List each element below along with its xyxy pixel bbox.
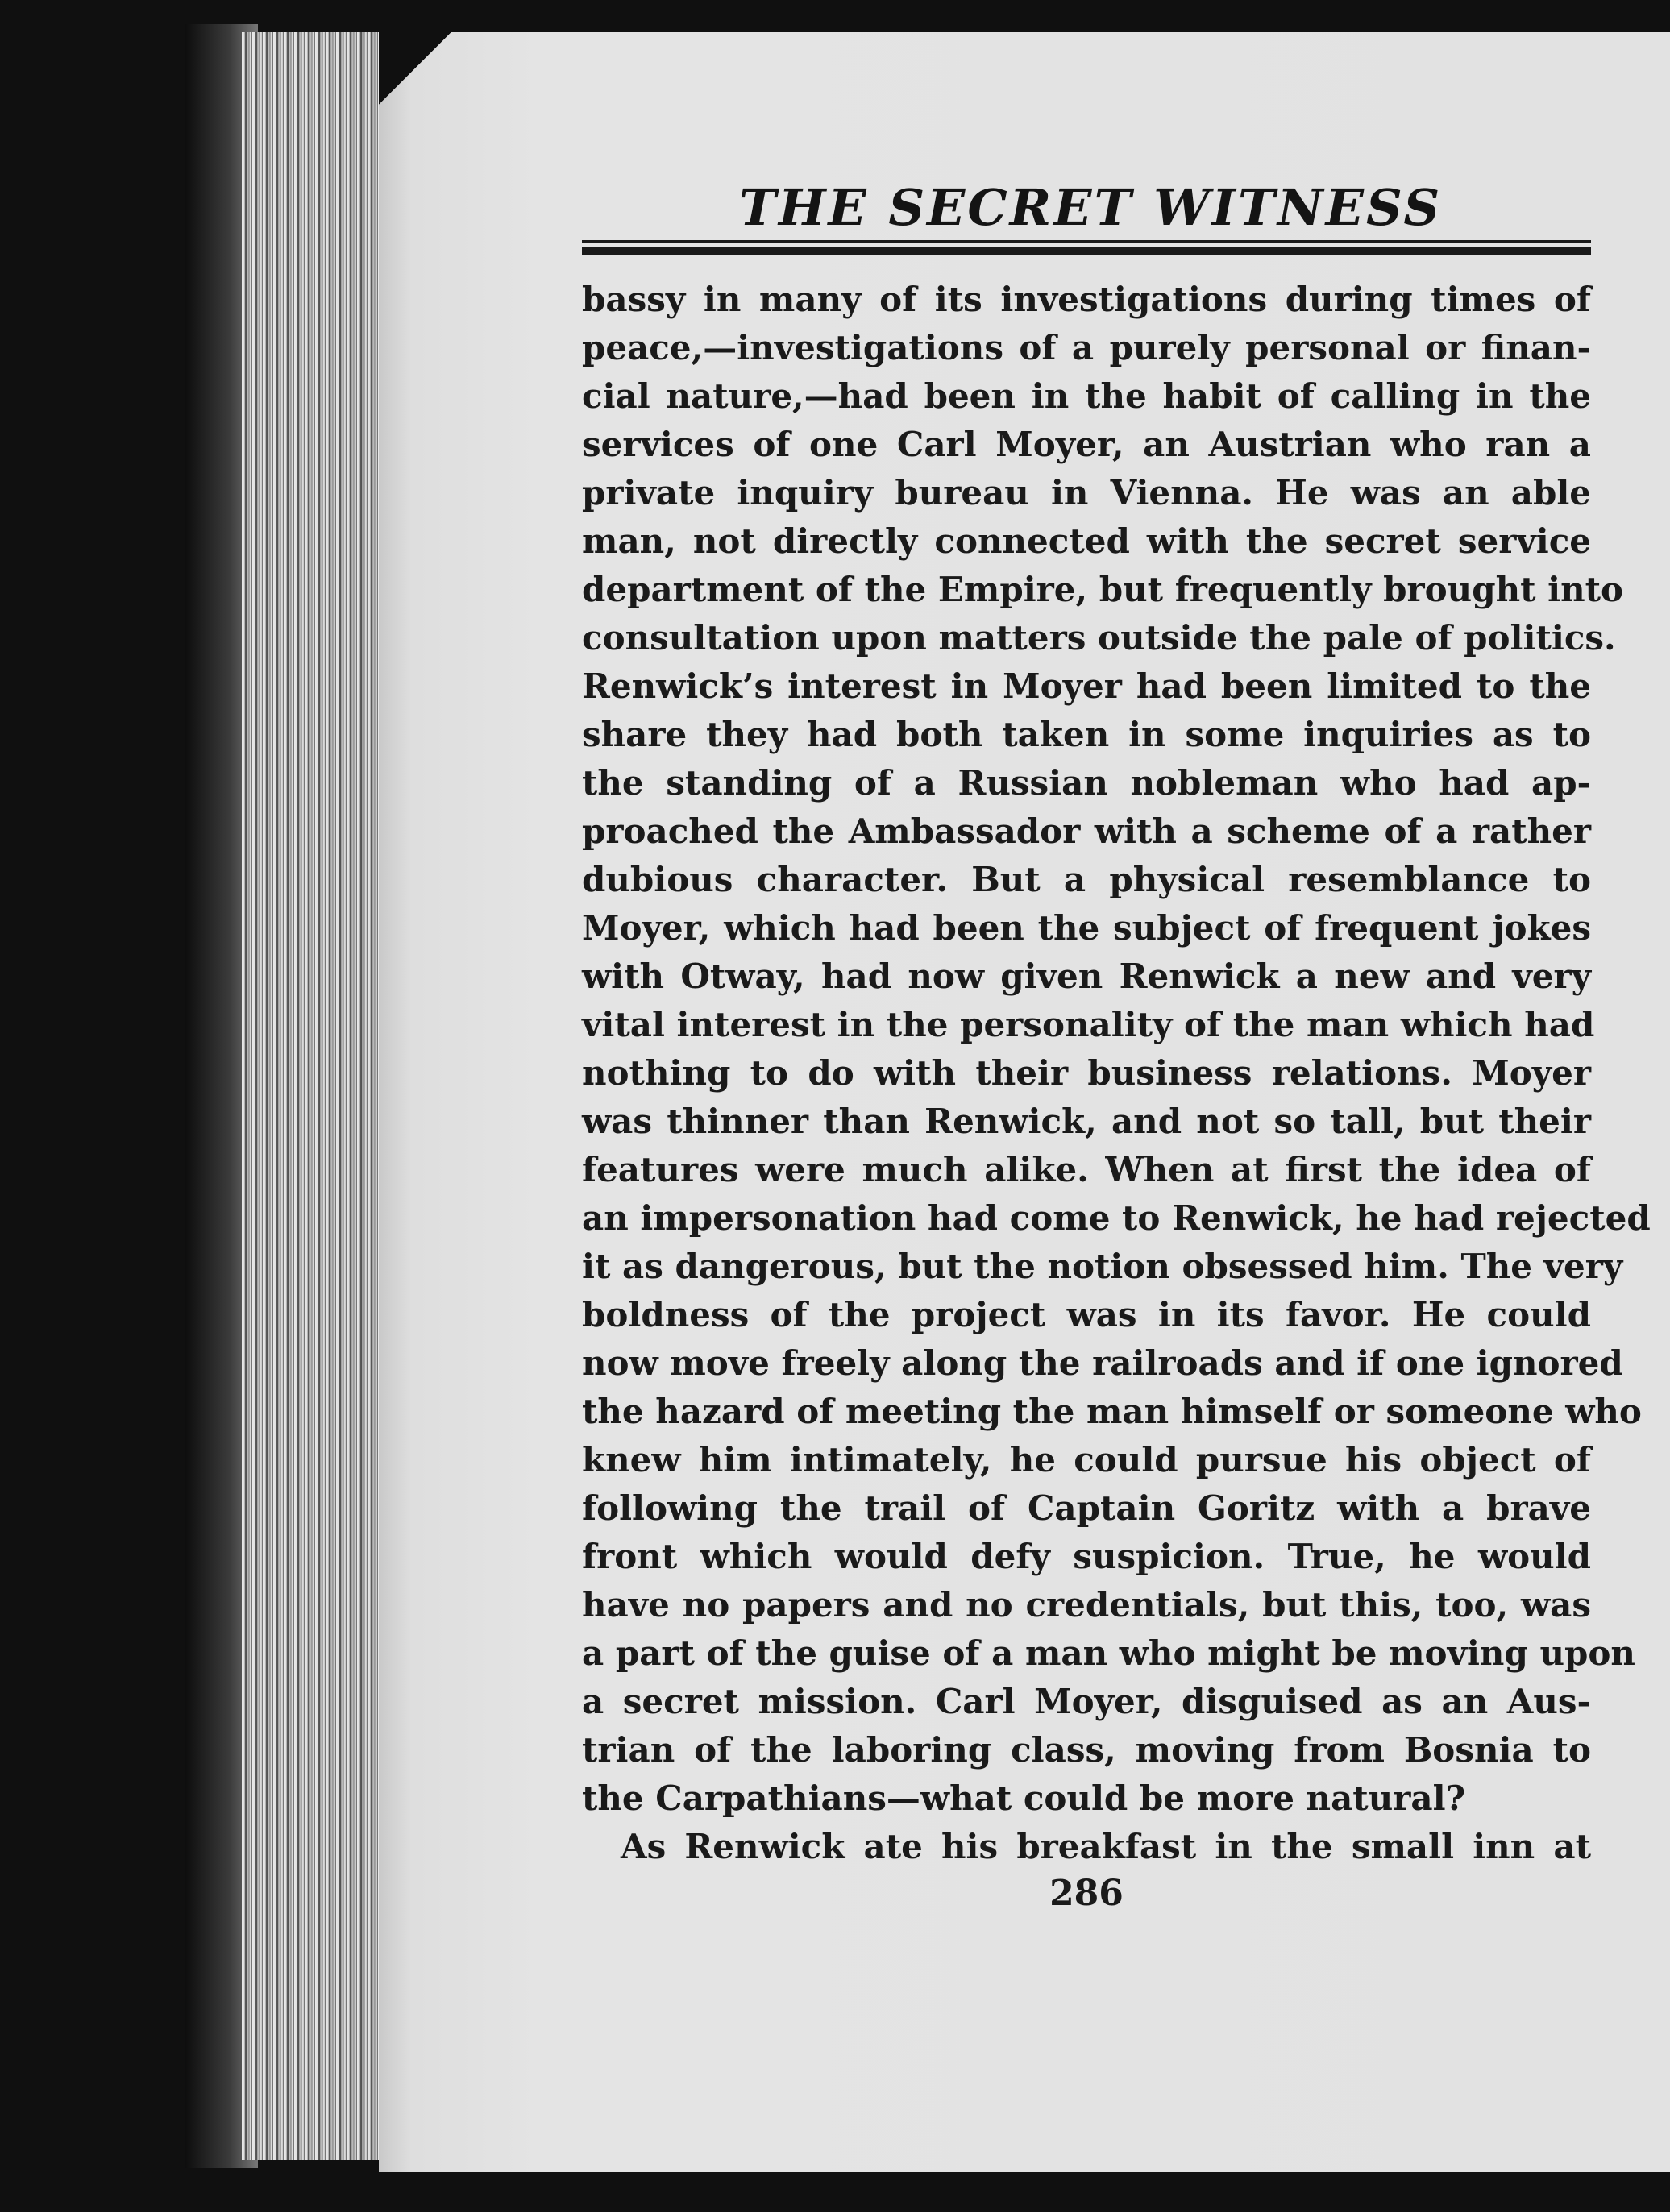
header-rule-thick — [582, 247, 1591, 255]
text-line: share they had both taken in some inquiries as to — [582, 715, 1591, 754]
text-line: dubious character. But a physical resemblance to — [582, 860, 1591, 899]
text-line: bassy in many of its investigations during times of — [582, 280, 1591, 319]
text-line: cial nature,—had been in the habit of calling in the — [582, 376, 1591, 416]
text-line: the standing of a Russian nobleman who had ap- — [582, 763, 1591, 803]
text-line: proached the Ambassador with a scheme of a rather — [582, 811, 1591, 851]
page-number: 286 — [1049, 1873, 1124, 1914]
text-line: knew him intimately, he could pursue his object of — [582, 1440, 1591, 1480]
paragraph-end-line: the Carpathians—what could be more natural? — [582, 1778, 1466, 1818]
text-line: was thinner than Renwick, and not so tall, but their — [582, 1102, 1591, 1141]
text-line: features were much alike. When at first the idea of — [582, 1150, 1591, 1189]
text-line: have no papers and no credentials, but this, too, was — [582, 1585, 1591, 1625]
text-line: front which would defy suspicion. True, he would — [582, 1537, 1591, 1576]
text-line: it as dangerous, but the notion obsessed him. The very — [582, 1247, 1623, 1286]
text-line: consultation upon matters outside the pale of politics. — [582, 618, 1616, 658]
text-line: now move freely along the railroads and if one ignored — [582, 1343, 1623, 1383]
text-line: trian of the laboring class, moving from Bosnia to — [582, 1730, 1591, 1770]
text-line: the hazard of meeting the man himself or someone who — [582, 1392, 1642, 1431]
text-line: a part of the guise of a man who might be moving upon — [582, 1633, 1635, 1673]
text-line: a secret mission. Carl Moyer, disguised as an Aus- — [582, 1682, 1591, 1721]
text-line: boldness of the project was in its favor. He could — [582, 1295, 1591, 1334]
text-line: man, not directly connected with the secret service — [582, 521, 1591, 561]
text-line: nothing to do with their business relations. Moyer — [582, 1053, 1591, 1093]
text-line: services of one Carl Moyer, an Austrian who ran a — [582, 425, 1591, 464]
running-head: THE SECRET WITNESS — [738, 178, 1443, 237]
text-line: peace,—investigations of a purely personal or finan- — [582, 328, 1591, 367]
text-line: an impersonation had come to Renwick, he had rejected — [582, 1198, 1651, 1238]
paragraph-start-line: As Renwick ate his breakfast in the small inn at — [621, 1827, 1591, 1866]
text-line: department of the Empire, but frequently brought into — [582, 570, 1624, 609]
text-line: Renwick’s interest in Moyer had been limited to the — [582, 666, 1591, 706]
text-line: following the trail of Captain Goritz with a brave — [582, 1488, 1591, 1528]
text-line: Moyer, which had been the subject of frequent jokes — [582, 908, 1591, 948]
text-line: with Otway, had now given Renwick a new and very — [582, 957, 1591, 996]
page-corner — [379, 32, 451, 105]
body-text — [582, 276, 1651, 1871]
header-rule-thin — [582, 240, 1591, 243]
text-line: vital interest in the personality of the man which had — [582, 1005, 1595, 1044]
text-line: private inquiry bureau in Vienna. He was an able — [582, 473, 1591, 513]
